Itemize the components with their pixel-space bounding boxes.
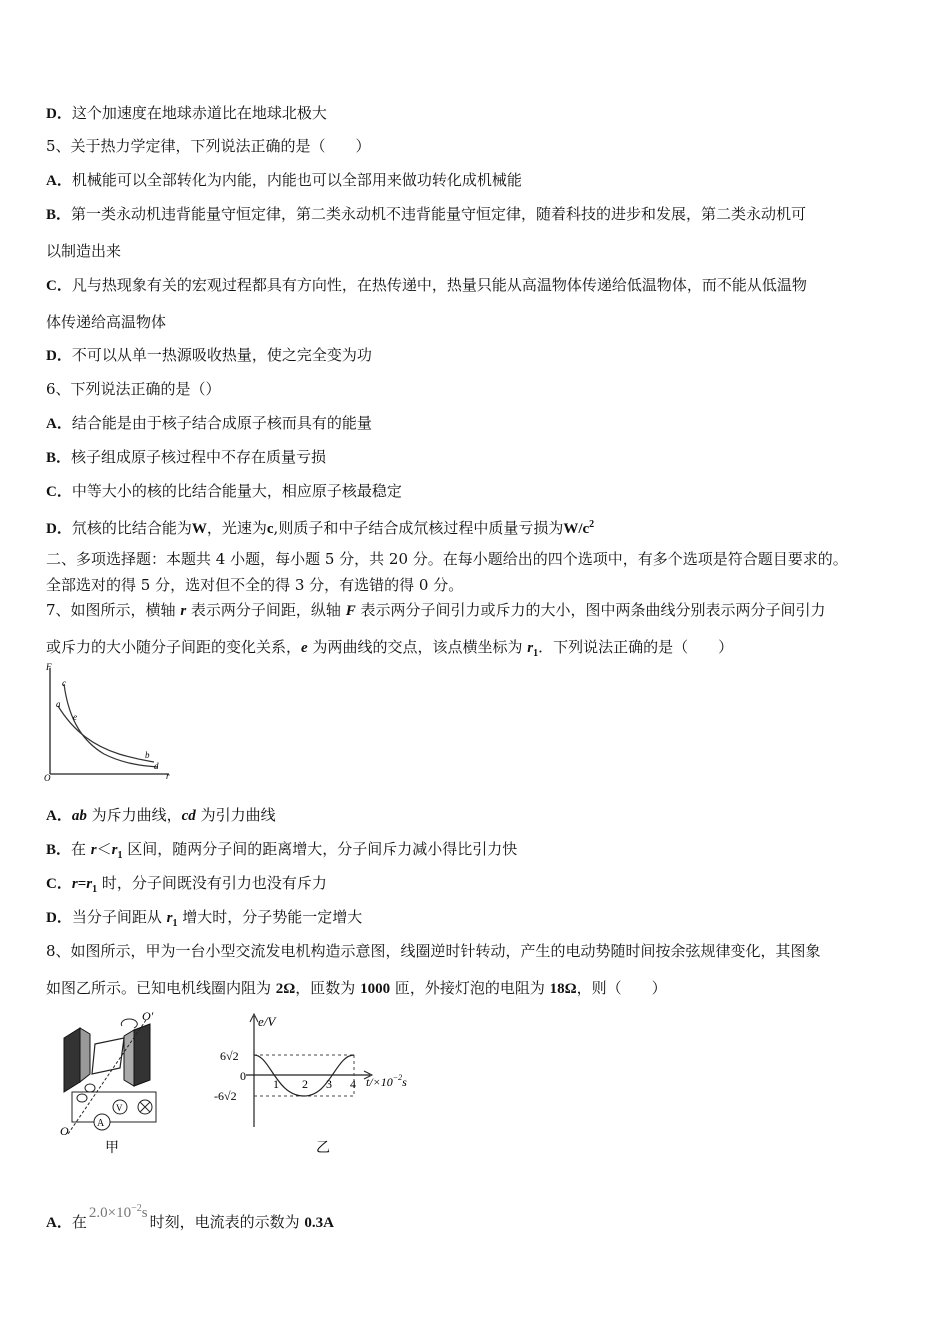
text: 增大时，分子势能一定增大 [177, 908, 363, 926]
y-zero-label: 0 [240, 1069, 246, 1083]
q7-option-c [46, 873, 327, 900]
time-unit: s [141, 1205, 148, 1221]
y-neg-label: -6√2 [214, 1089, 237, 1103]
text: ．下列说法正确的是（ ） [538, 638, 734, 656]
symbol-r1: r [86, 876, 93, 892]
force-distance-graph [44, 662, 174, 782]
y-pos-label: 6√2 [220, 1049, 239, 1063]
option-text: 氘核的比结合能为 [71, 519, 192, 537]
section2-intro-1: 二、多项选择题：本题共 4 小题，每小题 5 分，共 20 分。在每小题给出的四个选项中，有多个选项是符合题目要求的。 [46, 550, 848, 568]
q7-option-a [46, 805, 276, 826]
y-axis-label: e/V [258, 1014, 276, 1029]
x-axis-unit: s [402, 1075, 407, 1089]
magnet-right-face [124, 1030, 134, 1086]
q5-option-a [46, 170, 522, 191]
symbol-c: c [266, 521, 274, 537]
text: ，匝数为 [295, 979, 361, 997]
rotation-arrow [121, 1019, 137, 1028]
subscript: 1 [117, 850, 123, 861]
q8-stem-2 [46, 978, 667, 999]
option-label: D． [46, 348, 72, 364]
q5-stem: 5、关于热力学定律，下列说法正确的是（ ） [46, 137, 371, 155]
y-axis-label: F [46, 662, 52, 672]
x-axis-label [366, 1073, 407, 1089]
option-text: 不可以从单一热源吸收热量，使之完全变为功 [71, 346, 372, 364]
symbol-r1: r [166, 910, 173, 926]
slip-ring-2 [77, 1094, 87, 1102]
text: 7、如图所示，横轴 [46, 601, 181, 619]
text: 区间，随两分子间的距离增大，分子间斥力减小得比引力快 [122, 840, 518, 858]
text: 为两曲线的交点，该点横坐标为 [307, 638, 528, 656]
q4-option-d [46, 103, 327, 124]
coil [92, 1038, 124, 1074]
option-label: A． [46, 1215, 72, 1231]
curve-label-e: e [73, 712, 77, 722]
option-text-3: ,则质子和中子结合成氘核过程中质量亏损为 [273, 519, 564, 537]
text: 如图乙所示。已知电机线圈内阻为 [46, 979, 276, 997]
symbol-f: F [345, 603, 356, 619]
q5-option-c [46, 275, 807, 296]
symbol-ab: ab [71, 808, 87, 824]
axis-label-top: O′ [142, 1009, 154, 1023]
text: 为引力曲线 [195, 806, 276, 824]
option-text: 凡与热现象有关的宏观过程都具有方向性，在热传递中，热量只能从高温物体传递给低温物体，而不能从低温物 [71, 276, 807, 294]
option-label: C． [46, 278, 72, 294]
tick-1: 1 [273, 1077, 279, 1091]
text: 为斥力曲线， [86, 806, 182, 824]
option-text: 这个加速度在地球赤道比在地球北极大 [71, 104, 327, 122]
option-label: B． [46, 450, 72, 466]
symbol-r1: r [527, 640, 534, 656]
q7-stem-1 [46, 600, 826, 621]
q8-option-a [46, 1203, 334, 1233]
q8-stem-1: 8、如图所示，甲为一台小型交流发电机构造示意图，线圈逆时针转动，产生的电动势随时间按余弦规律变化，其图象 [46, 942, 821, 960]
text: 匝，外接灯泡的电阻为 [390, 979, 550, 997]
text: 表示两分子间距，纵轴 [186, 601, 346, 619]
option-text: 结合能是由于核子结合成原子核而具有的能量 [71, 414, 372, 432]
subscript: 1 [92, 884, 98, 895]
q6-option-a [46, 413, 372, 434]
subscript: 1 [172, 918, 178, 929]
text: 时刻，电流表的示数为 [149, 1213, 305, 1231]
slip-ring-1 [85, 1084, 95, 1092]
q7-stem-2 [46, 637, 733, 664]
option-label: B． [46, 842, 72, 858]
option-label: D． [46, 106, 72, 122]
text: 或斥力的大小随分子间距的变化关系， [46, 638, 302, 656]
option-text: 机械能可以全部转化为内能，内能也可以全部用来做功转化成机械能 [71, 171, 522, 189]
tick-2: 2 [302, 1077, 308, 1091]
formula-sup: 2 [589, 519, 595, 530]
text: 时，分子间既没有引力也没有斥力 [97, 874, 327, 892]
ammeter-value: 0.3A [304, 1215, 334, 1231]
ammeter-label: A [97, 1118, 105, 1129]
subscript: 1 [533, 648, 539, 659]
option-label: A． [46, 173, 72, 189]
option-label: C． [46, 484, 72, 500]
text: 表示两分子间引力或斥力的大小，图中两条曲线分别表示两分子间引力 [355, 601, 826, 619]
q6-option-c [46, 481, 402, 502]
curve-label-d: d [154, 761, 159, 771]
voltmeter-label: V [116, 1103, 123, 1113]
value-lamp-resistance: 18Ω [549, 981, 577, 997]
x-axis-label: r [166, 771, 170, 781]
option-label: A． [46, 808, 72, 824]
text: 在 [71, 1213, 87, 1231]
option-text: 核子组成原子核过程中不存在质量亏损 [71, 448, 327, 466]
q6-stem: 6、下列说法正确的是（） [46, 380, 221, 398]
text: 在 [71, 840, 91, 858]
curve-label-a: a [56, 699, 61, 709]
symbol-cd: cd [181, 808, 196, 824]
curve-label-b: b [145, 750, 150, 760]
caption-left: 甲 [105, 1141, 119, 1156]
tick-4: 4 [350, 1077, 356, 1091]
option-label: B． [46, 207, 72, 223]
symbol-r: r [90, 842, 97, 858]
q6-option-b [46, 447, 326, 468]
time-base: 2.0×10 [88, 1205, 132, 1221]
formula: W/c [563, 521, 590, 537]
section2-intro-2: 全部选对的得 5 分，选对但不全的得 3 分，有选错的得 0 分。 [46, 576, 464, 594]
q7-option-b [46, 839, 517, 866]
curve-cd [64, 684, 158, 767]
symbol-r: r [71, 876, 78, 892]
q6-option-d [46, 515, 594, 539]
option-label: C． [46, 876, 72, 892]
text: 当分子间距从 [71, 908, 167, 926]
q7-option-d [46, 907, 362, 934]
x-axis-exp: −2 [392, 1073, 403, 1082]
q5-option-c-cont: 体传递给高温物体 [46, 313, 167, 331]
option-label: D． [46, 910, 72, 926]
magnet-left [64, 1028, 80, 1092]
curve-label-c: c [62, 678, 66, 688]
axis-label-bottom: O [60, 1124, 69, 1138]
generator-diagram [50, 1010, 170, 1160]
tick-3: 3 [326, 1077, 332, 1091]
time-exp: −2 [131, 1203, 142, 1214]
q5-option-d [46, 345, 372, 366]
caption-right: 乙 [316, 1141, 330, 1156]
option-text: 中等大小的核的比结合能量大，相应原子核最稳定 [71, 482, 402, 500]
text: ，则（ ） [576, 979, 667, 997]
option-text: 第一类永动机违背能量守恒定律，第二类永动机不违背能量守恒定律，随着科技的进步和发展，第二类永动机可 [71, 205, 807, 223]
symbol-r: r [180, 603, 187, 619]
origin-label: O [44, 773, 51, 783]
symbol-w: W [191, 521, 207, 537]
q5-option-b [46, 204, 806, 225]
x-axis-label-main: t/×10 [366, 1075, 393, 1089]
option-label: A． [46, 416, 72, 432]
value-turns: 1000 [360, 981, 391, 997]
emf-time-graph [212, 1012, 422, 1157]
value-internal-resistance: 2Ω [275, 981, 296, 997]
equals: = [77, 876, 87, 892]
magnet-left-face [80, 1028, 90, 1082]
q5-option-b-cont: 以制造出来 [46, 242, 122, 260]
option-text-2: ，光速为 [206, 519, 267, 537]
symbol-r1: r [111, 842, 118, 858]
less-than: ＜ [96, 840, 112, 858]
symbol-e: e [301, 640, 308, 656]
time-expression [87, 1205, 150, 1221]
option-label: D． [46, 521, 72, 537]
